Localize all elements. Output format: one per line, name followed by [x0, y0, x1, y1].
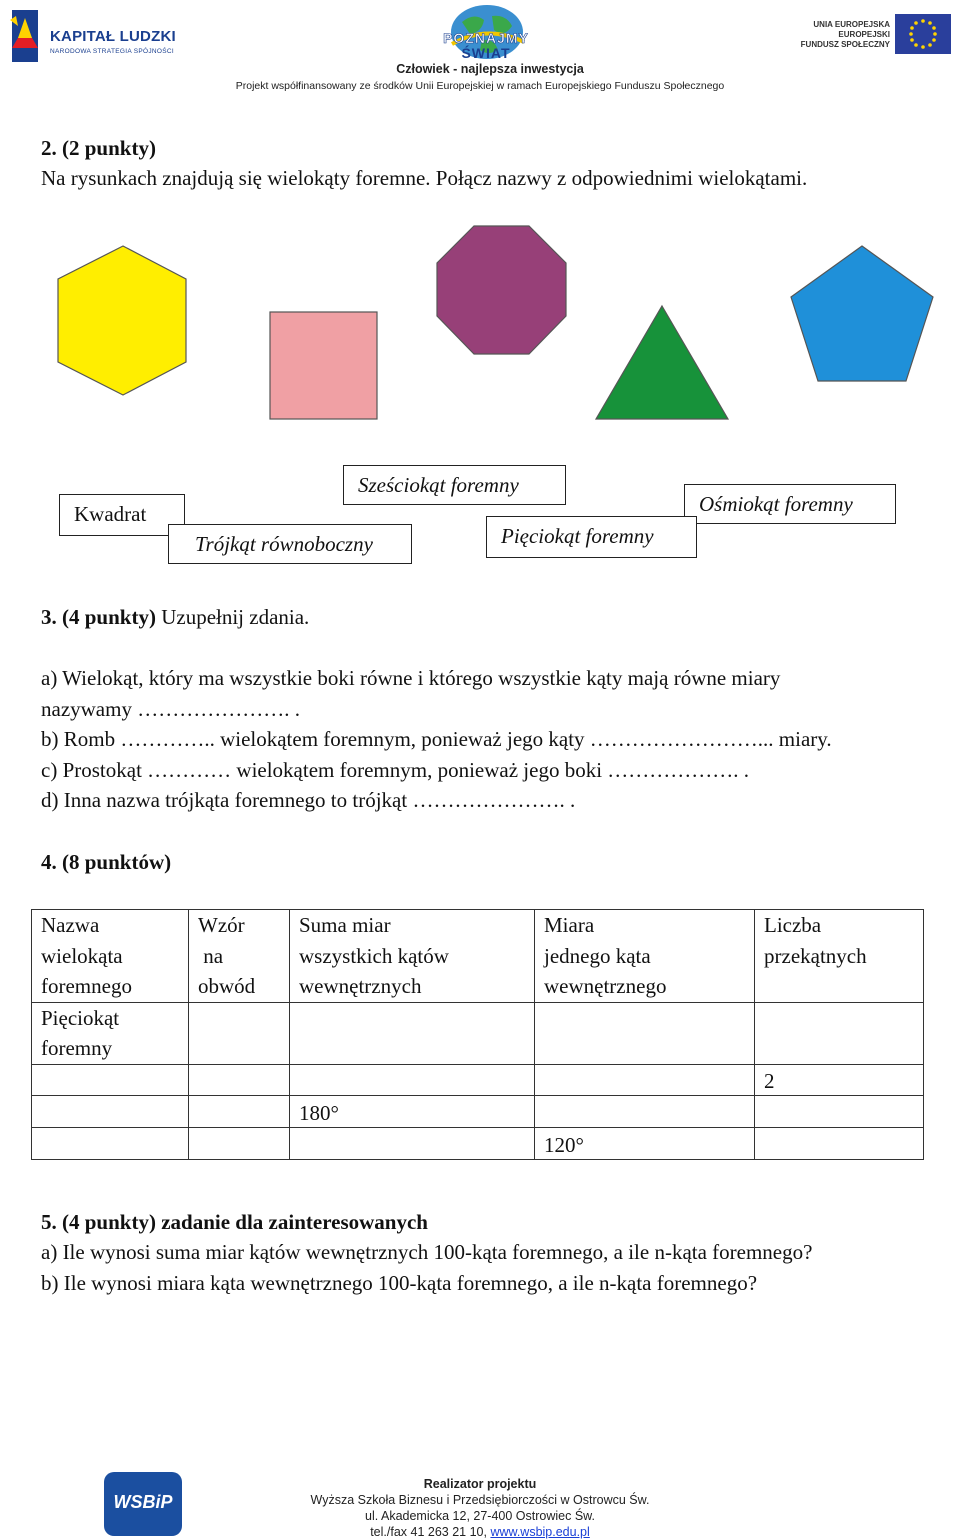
task3-line-c: c) Prostokąt ………… wielokątem foremnym, ponieważ jego boki ………………. .	[41, 758, 750, 782]
cell-row4-name[interactable]	[32, 1127, 189, 1159]
task5-number: 5. (4 punkty)	[41, 1210, 156, 1234]
header-angle-line: Miara	[544, 913, 595, 937]
row1-name-line: Pięciokąt	[41, 1005, 120, 1030]
project-funding-line: Projekt współfinansowany ze środków Unii Europejskiej w ramach Europejskiego Funduszu Społecznego	[235, 80, 725, 92]
ue-text	[800, 20, 890, 50]
purple-octagon[interactable]	[437, 226, 566, 354]
task2-number: 2. (2 punkty)	[41, 136, 156, 160]
green-triangle[interactable]	[596, 306, 728, 419]
cell-row4-perimeter[interactable]	[189, 1127, 290, 1159]
ue-line-2: EUROPEJSKI	[838, 30, 890, 39]
footer-website-link[interactable]: www.wsbip.edu.pl	[490, 1525, 590, 1539]
cell-row1-angle[interactable]	[535, 1002, 755, 1064]
poznajmy-word: POZNAJMY	[443, 30, 529, 46]
task5-heading	[41, 1207, 428, 1238]
task3-line-a2: nazywamy …………………. .	[41, 697, 300, 721]
table-header-row	[32, 910, 924, 1003]
footer-address: ul. Akademicka 12, 27-400 Ostrowiec Św.	[365, 1509, 595, 1523]
footer-contact	[280, 1524, 680, 1540]
ue-logo	[800, 14, 952, 60]
table-row	[32, 1002, 924, 1064]
label-pieciokat[interactable]: Pięciokąt foremny	[486, 516, 697, 558]
kapital-ludzki-logo	[8, 8, 183, 68]
kapital-ludzki-subtitle: NARODOWA STRATEGIA SPÓJNOŚCI	[50, 48, 174, 55]
cell-row4-angle: 120°	[535, 1127, 755, 1159]
task3-line-b: b) Romb ………….. wielokątem foremnym, ponieważ jego kąty ……………………... miary.	[41, 727, 832, 751]
footer-info	[280, 1476, 680, 1540]
header-name	[32, 910, 189, 1003]
cell-row3-perimeter[interactable]	[189, 1095, 290, 1127]
cell-row3-sum: 180°	[290, 1095, 535, 1127]
footer-school: Wyższa Szkoła Biznesu i Przedsiębiorczości w Ostrowcu Św.	[310, 1493, 650, 1507]
header-diagonals-line: przekątnych	[764, 943, 867, 968]
cell-row1-perimeter[interactable]	[189, 1002, 290, 1064]
task5-title: zadanie dla zainteresowanych	[155, 1210, 428, 1234]
label-osmiokat[interactable]: Ośmiokąt foremny	[684, 484, 896, 524]
ue-line-1: UNIA EUROPEJSKA	[813, 20, 890, 29]
header-perimeter-line: na	[198, 943, 224, 968]
header-name-line: Nazwa	[41, 913, 100, 937]
cell-row1-diagonals[interactable]	[755, 1002, 924, 1064]
ue-line-3: FUNDUSZ SPOŁECZNY	[800, 40, 890, 49]
task3-line-a1: a) Wielokąt, który ma wszystkie boki równe i którego wszystkie kąty mają równe miary	[41, 666, 781, 690]
wsbip-logo	[104, 1472, 182, 1536]
header-name-line: foremnego	[41, 974, 132, 998]
task3-line-d: d) Inna nazwa trójkąta foremnego to trójkąt …………………. .	[41, 788, 576, 812]
table-row	[32, 1064, 924, 1095]
cell-row3-angle[interactable]	[535, 1095, 755, 1127]
task4-heading	[41, 847, 171, 878]
header-angle-line: jednego kąta	[544, 943, 651, 968]
task3-instruction: Uzupełnij zdania.	[155, 605, 310, 629]
cell-row3-diagonals[interactable]	[755, 1095, 924, 1127]
header-angle-sum-line: Suma miar	[299, 913, 391, 937]
task5-line-a: a) Ile wynosi suma miar kątów wewnętrznych 100-kąta foremnego, a ile n-kąta foremnego?	[41, 1240, 813, 1264]
kapital-ludzki-emblem-icon	[8, 8, 42, 64]
table-row	[32, 1095, 924, 1127]
polygon-table	[31, 909, 924, 1160]
header-angle-sum-line: wewnętrznych	[299, 974, 422, 998]
pink-square[interactable]	[270, 312, 377, 419]
cell-row1-sum[interactable]	[290, 1002, 535, 1064]
cell-row2-perimeter[interactable]	[189, 1064, 290, 1095]
row1-name-line: foremny	[41, 1036, 113, 1060]
header-angle	[535, 910, 755, 1003]
header-diagonals	[755, 910, 924, 1003]
header-perimeter-line: Wzór	[198, 913, 245, 937]
cell-row2-name[interactable]	[32, 1064, 189, 1095]
cell-row2-diagonals: 2	[755, 1064, 924, 1095]
label-trojkat[interactable]: Trójkąt równoboczny	[168, 524, 412, 564]
yellow-hexagon[interactable]	[58, 246, 186, 395]
swiat-word: ŚWIAT	[461, 45, 511, 61]
cell-row3-name[interactable]	[32, 1095, 189, 1127]
header-angle-sum-line: wszystkich kątów	[299, 943, 449, 968]
blue-pentagon[interactable]	[791, 246, 933, 381]
kapital-ludzki-title: KAPITAŁ LUDZKI	[50, 28, 176, 45]
eu-flag-icon	[895, 14, 951, 54]
task3-number: 3. (4 punkty)	[41, 605, 156, 629]
header-perimeter	[189, 910, 290, 1003]
cell-row1-name	[32, 1002, 189, 1064]
footer-phone: tel./fax 41 263 21 10,	[370, 1525, 491, 1539]
header-name-line: wielokąta	[41, 943, 123, 968]
header-angle-sum	[290, 910, 535, 1003]
poznajmy-swiat-logo	[390, 4, 590, 76]
label-szesciokat[interactable]: Sześciokąt foremny	[343, 465, 566, 505]
wsbip-logo-text: WSBiP	[113, 1492, 173, 1512]
poznajmy-tagline: Człowiek - najlepsza inwestycja	[396, 62, 584, 76]
table-row	[32, 1127, 924, 1159]
cell-row2-angle[interactable]	[535, 1064, 755, 1095]
label-kwadrat[interactable]: Kwadrat	[59, 494, 185, 536]
header-perimeter-line: obwód	[198, 974, 256, 998]
page-header	[0, 0, 960, 100]
task4-number: 4. (8 punktów)	[41, 850, 172, 874]
task5-line-b: b) Ile wynosi miara kąta wewnętrznego 100-kąta foremnego, a ile n-kąta foremnego?	[41, 1271, 758, 1295]
footer-realizator: Realizator projektu	[423, 1477, 537, 1491]
task2-instruction: Na rysunkach znajdują się wielokąty foremne. Połącz nazwy z odpowiednimi wielokątami.	[41, 166, 808, 190]
cell-row4-sum[interactable]	[290, 1127, 535, 1159]
task3-heading	[41, 602, 309, 633]
polygon-figures	[0, 222, 960, 422]
cell-row4-diagonals[interactable]	[755, 1127, 924, 1159]
task2-heading	[41, 133, 156, 164]
header-diagonals-line: Liczba	[764, 913, 822, 937]
header-angle-line: wewnętrznego	[544, 974, 667, 998]
cell-row2-sum[interactable]	[290, 1064, 535, 1095]
page-footer	[0, 1468, 960, 1540]
